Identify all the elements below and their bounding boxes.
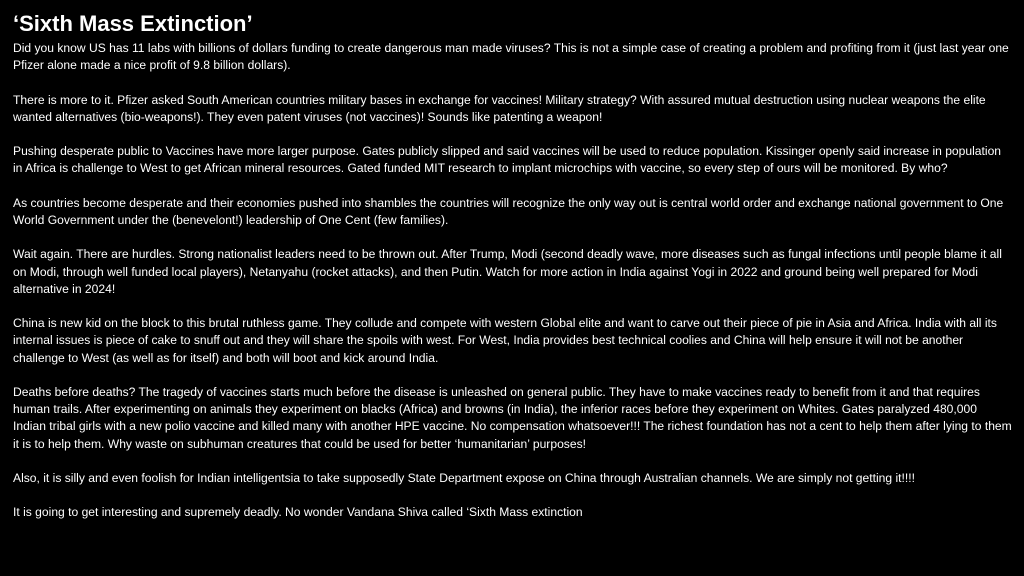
paragraph-hurdles: Wait again. There are hurdles. Strong nationalist leaders need to be thrown out. After Trump, Modi (second deadly wave, more diseases such as fungal infections until people blame it all on Modi, through well funded local players), Netanyahu (rocket attacks), and then Putin. Watch for more action in India against Yogi in 2022 and ground being well prepared for Modi alternative in 2024! — [13, 247, 1002, 296]
paragraph-conclusion: It is going to get interesting and supremely deadly. No wonder Vandana Shiva called ‘Sixth Mass extinction — [13, 505, 583, 520]
paragraph-world-order: As countries become desperate and their economies pushed into shambles the countries will recognize the only way out is central world order and exchange national government to One World Government under the (benevelont!) leadership of One Cent (few families). — [13, 195, 1004, 227]
slide-title: ‘Sixth Mass Extinction’ — [13, 11, 253, 36]
paragraph-military: There is more to it. Pfizer asked South American countries military bases in exchange for vaccines! Military strategy? With assured mutual destruction using nuclear weapons the elite wanted alternatives (bio-weapons!). They even patent viruses (not vaccines)! Sounds like patenting a weapon! — [13, 92, 986, 124]
paragraph-intelligentsia: Also, it is silly and even foolish for Indian intelligentsia to take supposedly State Department expose on China through Australian channels. We are simply not getting it!!!! — [13, 470, 915, 485]
paragraph-labs: Did you know US has 11 labs with billions of dollars funding to create dangerous man made viruses? This is not a simple case of creating a problem and profiting from it (just last year one Pfizer alone made a nice profit of 9.8 billion dollars). — [13, 41, 1009, 73]
paragraph-deaths: Deaths before deaths? The tragedy of vaccines starts much before the disease is unleashed on general public. They have to make vaccines ready to benefit from it and that requires human trails. After experimenting on animals they experiment on blacks (Africa) and browns (in India), the inferior races before they experiment on Whites. Gates paralyzed 480,000 Indian tribal girls with a new polio vaccine and killed many with another HPE vaccine. No compensation whatsoever!!! The richest foundation has not a cent to help them after lying to them it is to help them. Why waste on subhuman creatures that could be used for better ‘humanitarian’ purposes! — [13, 384, 1012, 451]
paragraph-vaccines-purpose: Pushing desperate public to Vaccines have more larger purpose. Gates publicly slipped and said vaccines will be used to reduce population. Kissinger openly said increase in population in Africa is challenge to West to get African mineral resources. Gated funded MIT research to implant microchips with vaccine, so every step of ours will be monitored. By who? — [13, 144, 1002, 176]
paragraph-china: China is new kid on the block to this brutal ruthless game. They collude and compete with western Global elite and want to carve out their piece of pie in Asia and Africa. India with all its internal issues is piece of cake to snuff out and they will share the spoils with west. For West, India provides best technical coolies and China will help ensure it will not be another challenge to West (as well as for itself) and both will boot and kick around India. — [13, 316, 997, 365]
slide-content — [13, 10, 1013, 539]
